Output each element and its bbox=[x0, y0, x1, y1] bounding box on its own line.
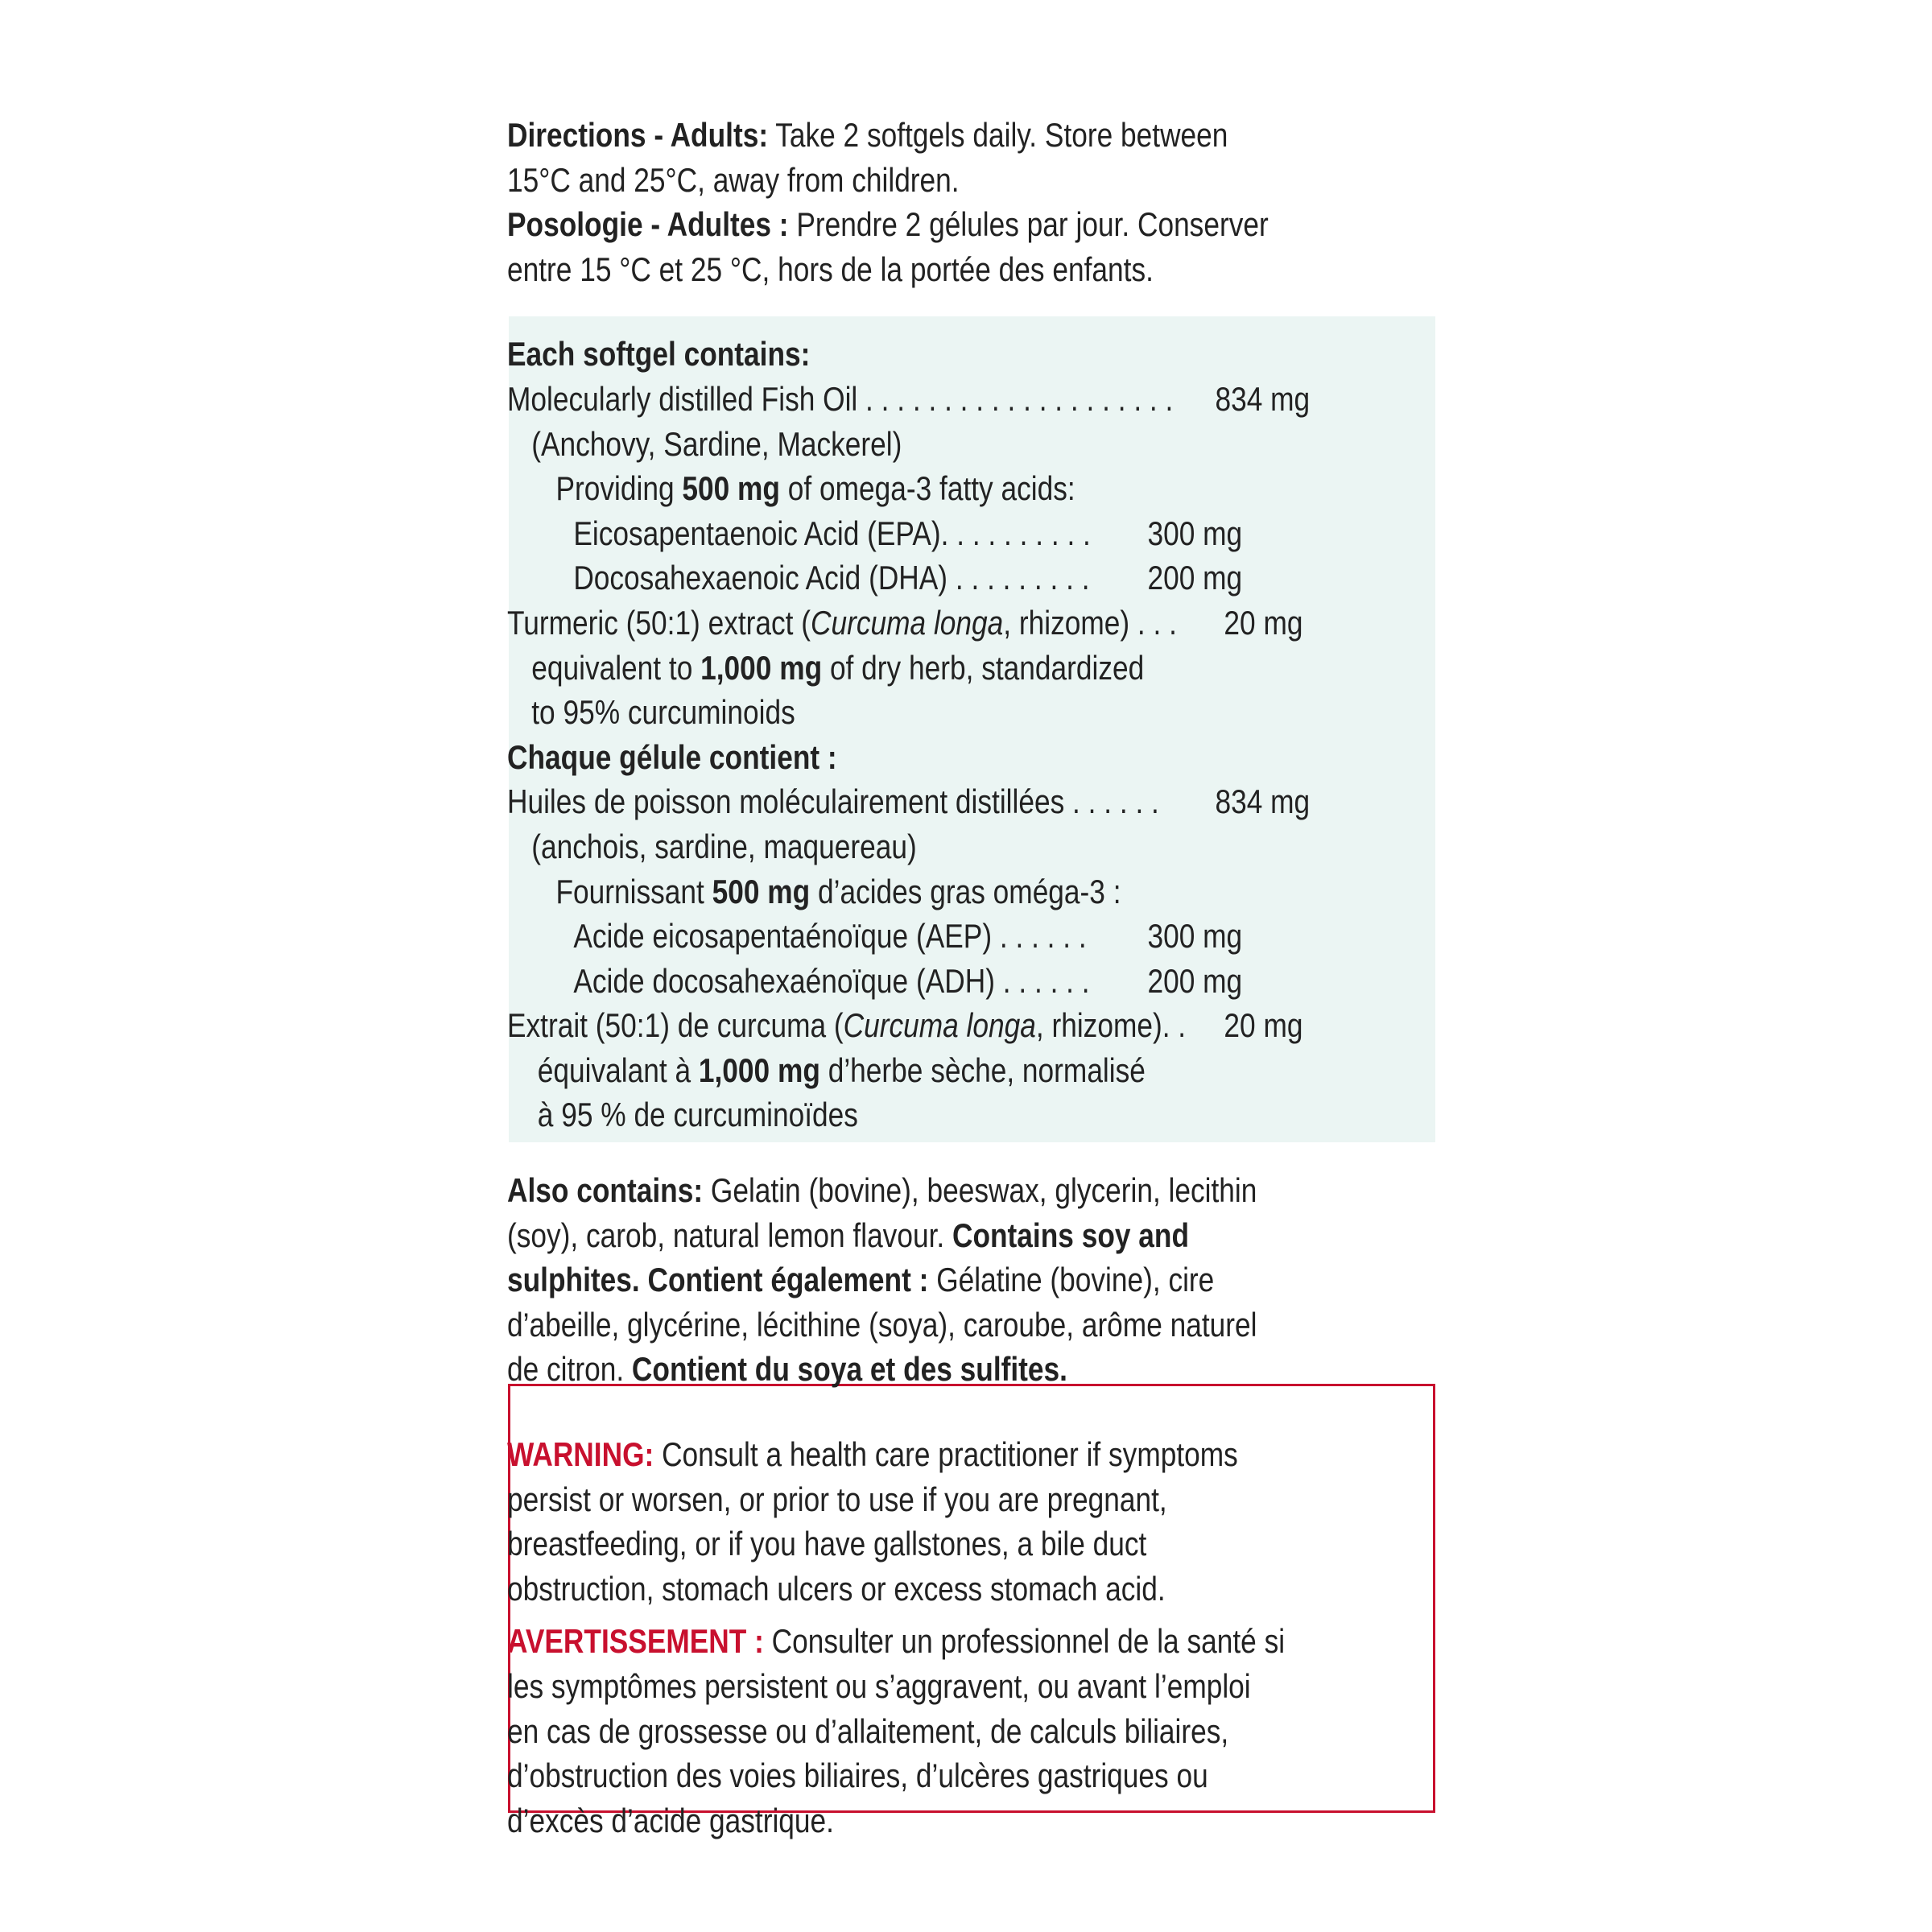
fish-oil-dots: . . . . . . . . . . . . . . . . . . . . bbox=[857, 379, 1174, 418]
fr-providing-amount: 500 mg bbox=[712, 872, 811, 910]
directions-en-label: Directions - Adults: bbox=[507, 116, 769, 154]
fr-turmeric-post: , rhizome). . bbox=[1035, 1006, 1187, 1045]
directions-fr-text: Prendre 2 gélules par jour. Conserver bbox=[788, 205, 1269, 244]
warning-fr-text-1: Consulter un professionnel de la santé si bbox=[763, 1622, 1286, 1661]
fr-turmeric-pre: Extrait (50:1) de curcuma ( bbox=[507, 1006, 844, 1045]
providing-pre: Providing bbox=[555, 469, 683, 508]
warning-fr-text-2: les symptômes persistent ou s’aggravent, ou avant l’emploi bbox=[507, 1667, 1251, 1705]
warning-fr-label: AVERTISSEMENT : bbox=[507, 1622, 764, 1661]
fr-epa-dots: . . . . . . bbox=[999, 917, 1087, 956]
fr-dha-dots: . . . . . . bbox=[1002, 961, 1090, 1000]
also-contains-label: Also contains: bbox=[507, 1171, 704, 1210]
fr-fish-oil-dots: . . . . . . bbox=[1064, 782, 1159, 821]
dha-name: Docosahexaenoic Acid (DHA) bbox=[573, 559, 956, 597]
warning-fr-text-4: d’obstruction des voies biliaires, d’ulcères gastriques ou bbox=[507, 1757, 1208, 1795]
directions-section bbox=[507, 113, 1298, 291]
dha-dots: . . . . . . . . . bbox=[955, 559, 1090, 597]
fish-oil-amount: 834 mg bbox=[1215, 379, 1311, 418]
fr-fish-oil-source: (anchois, sardine, maquereau) bbox=[531, 827, 917, 865]
fr-equiv-amount: 1,000 mg bbox=[698, 1051, 820, 1089]
equiv-pre: equivalent to bbox=[531, 648, 701, 687]
warning-en-label: WARNING: bbox=[507, 1435, 654, 1474]
turmeric-latin: Curcuma longa bbox=[811, 603, 1004, 642]
providing-amount: 500 mg bbox=[682, 469, 780, 508]
standardized-text: to 95% curcuminoids bbox=[531, 693, 795, 732]
turmeric-post: , rhizome) . . . bbox=[1003, 603, 1177, 642]
equiv-post: of dry herb, standardized bbox=[822, 648, 1145, 687]
also-contains-section bbox=[507, 1168, 1298, 1392]
ingredients-fr-heading: Chaque gélule contient : bbox=[507, 737, 837, 776]
fish-oil-name: Molecularly distilled Fish Oil bbox=[507, 379, 858, 418]
also-contains-text-3: Gélatine (bovine), cire bbox=[928, 1261, 1215, 1299]
warning-fr-text-3: en cas de grossesse ou d’allaitement, de calculs biliaires, bbox=[507, 1711, 1229, 1750]
warning-en-text-1: Consult a health care practitioner if symptoms bbox=[654, 1435, 1238, 1474]
directions-fr-label: Posologie - Adultes : bbox=[507, 205, 789, 244]
providing-post: of omega-3 fatty acids: bbox=[779, 469, 1075, 508]
fr-epa-amount: 300 mg bbox=[1147, 917, 1243, 956]
fr-equiv-post: d’herbe sèche, normalisé bbox=[819, 1051, 1146, 1089]
warning-en-text-3: breastfeeding, or if you have gallstones, a bile duct bbox=[507, 1525, 1147, 1563]
also-contains-text-2: (soy), carob, natural lemon flavour. bbox=[507, 1216, 952, 1254]
fr-turmeric-amount: 20 mg bbox=[1224, 1006, 1303, 1045]
directions-fr-text-2: entre 15 °C et 25 °C, hors de la portée des enfants. bbox=[507, 250, 1154, 288]
warning-en-text-2: persist or worsen, or prior to use if you are pregnant, bbox=[507, 1480, 1167, 1518]
fr-standardized-text: à 95 % de curcuminoïdes bbox=[537, 1096, 858, 1134]
turmeric-pre: Turmeric (50:1) extract ( bbox=[507, 603, 811, 642]
product-label bbox=[507, 113, 1311, 1843]
warning-en-text-4: obstruction, stomach ulcers or excess stomach acid. bbox=[507, 1569, 1166, 1608]
also-contains-text-4: d’abeille, glycérine, lécithine (soya), caroube, arôme naturel bbox=[507, 1305, 1257, 1344]
also-contains-text-5: de citron. bbox=[507, 1350, 632, 1389]
directions-en-text: Take 2 softgels daily. Store between bbox=[768, 116, 1228, 154]
dha-amount: 200 mg bbox=[1147, 559, 1243, 597]
fr-dha-amount: 200 mg bbox=[1147, 961, 1243, 1000]
fr-fish-oil-name: Huiles de poisson moléculairement distillées bbox=[507, 782, 1065, 821]
epa-name: Eicosapentaenoic Acid (EPA) bbox=[573, 514, 941, 552]
ingredients-en-heading: Each softgel contains: bbox=[507, 335, 811, 374]
epa-amount: 300 mg bbox=[1147, 514, 1243, 552]
epa-dots: . . . . . . . . . . bbox=[940, 514, 1091, 552]
fr-equiv-pre: équivalant à bbox=[537, 1051, 699, 1089]
fish-oil-source: (Anchovy, Sardine, Mackerel) bbox=[531, 424, 902, 463]
fr-turmeric-latin: Curcuma longa bbox=[843, 1006, 1036, 1045]
contient-label: sulphites. Contient également : bbox=[507, 1261, 929, 1299]
ingredients-fr bbox=[507, 735, 1311, 1137]
equiv-amount: 1,000 mg bbox=[700, 648, 823, 687]
fr-fish-oil-amount: 834 mg bbox=[1215, 782, 1311, 821]
fr-providing-post: d’acides gras oméga-3 : bbox=[810, 872, 1121, 910]
fr-dha-name: Acide docosahexaénoïque (ADH) bbox=[573, 961, 1003, 1000]
warning-section bbox=[507, 1432, 1298, 1843]
directions-en-text-2: 15°C and 25°C, away from children. bbox=[507, 160, 960, 199]
contains-soy-label: Contains soy and bbox=[952, 1216, 1190, 1254]
fr-providing-pre: Fournissant bbox=[555, 872, 712, 910]
contient-soya-label: Contient du soya et des sulfites. bbox=[631, 1350, 1067, 1389]
warning-fr-text-5: d’excès d’acide gastrique. bbox=[507, 1801, 834, 1839]
also-contains-text-1: Gelatin (bovine), beeswax, glycerin, lecithin bbox=[703, 1171, 1257, 1210]
turmeric-amount: 20 mg bbox=[1224, 603, 1303, 642]
fr-epa-name: Acide eicosapentaénoïque (AEP) bbox=[573, 917, 1000, 956]
ingredients-en bbox=[507, 332, 1311, 734]
